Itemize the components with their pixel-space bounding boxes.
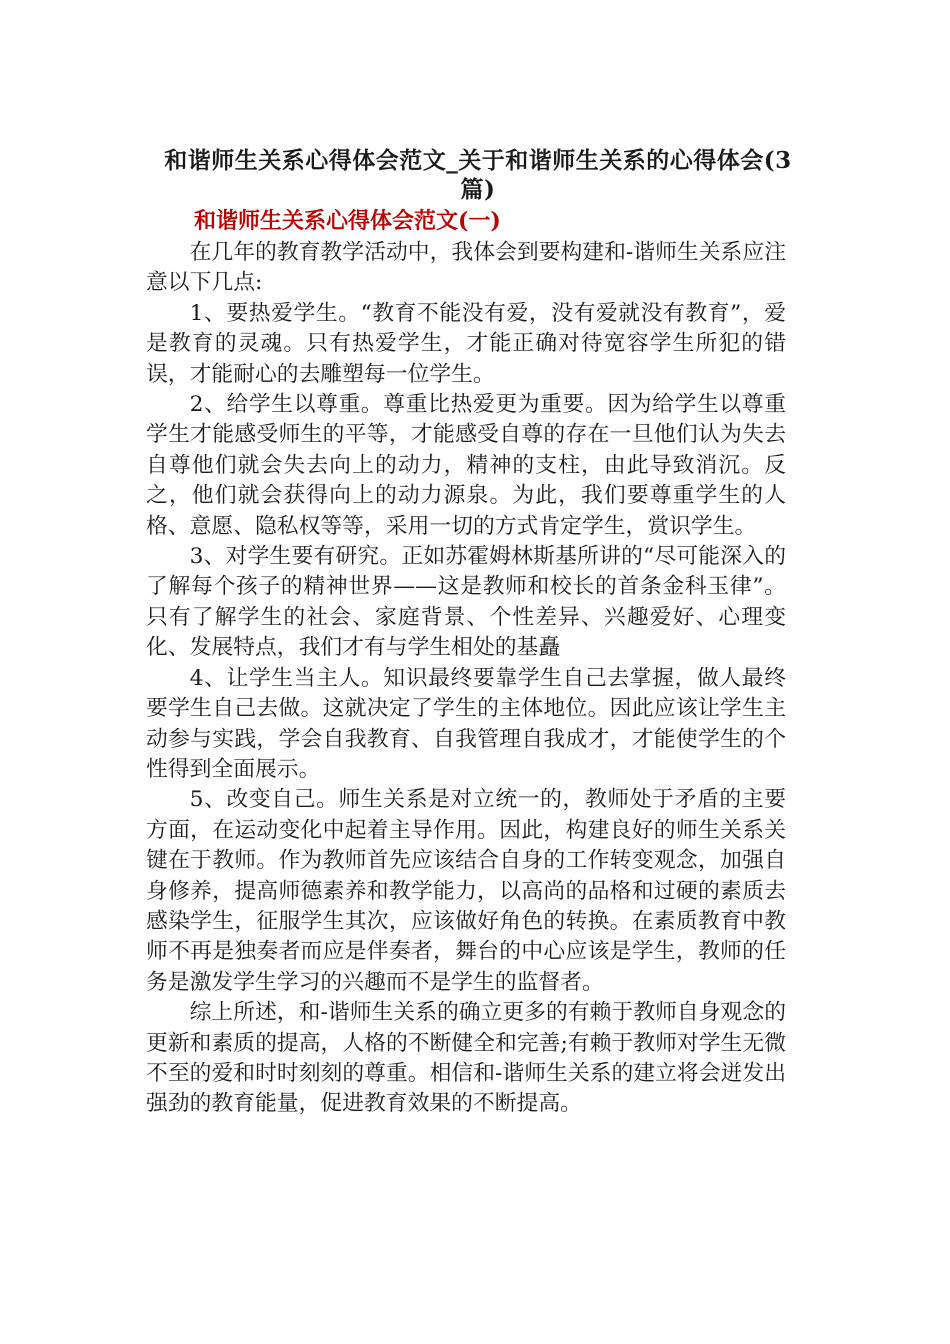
paragraph-point-4: 4、让学生当主人。知识最终要靠学生自己去掌握，做人最终要学生自己去做。这就决定了学生的主体地位。因此应该让学生主动参与实践，学会自我教育、自我管理自我成才，才能使学生的个性得到全面展示。 [146,665,786,782]
document-body [146,238,786,1120]
paragraph-point-3: 3、对学生要有研究。正如苏霍姆林斯基所讲的“尽可能深入的了解每个孩子的精神世界——这是教师和校长的首条金科玉律”。只有了解学生的社会、家庭背景、个性差异、兴趣爱好、心理变化、发展特点，我们才有与学生相处的基矗 [146,544,786,661]
section-heading: 和谐师生关系心得体会范文(一) [194,208,501,234]
paragraph-intro: 在几年的教育教学活动中，我体会到要构建和-谐师生关系应注意以下几点: [146,240,786,296]
paragraph-point-5: 5、改变自己。师生关系是对立统一的，教师处于矛盾的主要方面，在运动变化中起着主导作用。因此，构建良好的师生关系关键在于教师。作为教师首先应该结合自身的工作转变观念，加强自身修养，提高师德素养和教学能力，以高尚的品格和过硬的素质去感染学生，征服学生其次，应该做好角色的转换。在素质教育中教师不再是独奏者而应是伴奏者，舞台的中心应该是学生，教师的任务是激发学生学习的兴趣而不是学生的监督者。 [146,787,786,995]
paragraph-point-2: 2、给学生以尊重。尊重比热爱更为重要。因为给学生以尊重学生才能感受师生的平等，才能感受自尊的存在一旦他们认为失去自尊他们就会失去向上的动力，精神的支柱，由此导致消沉。反之，他们就会获得向上的动力源泉。为此，我们要尊重学生的人格、意愿、隐私权等等，采用一切的方式肯定学生，赏识学生。 [146,392,786,539]
paragraph-conclusion: 综上所述，和-谐师生关系的确立更多的有赖于教师自身观念的更新和素质的提高，人格的不断健全和完善;有赖于教师对学生无微不至的爱和时时刻刻的尊重。相信和-谐师生关系的建立将会迸发出强劲的教育能量，促进教育效果的不断提高。 [146,1000,786,1117]
paragraph-point-1: 1、要热爱学生。“教育不能没有爱，没有爱就没有教育”，爱是教育的灵魂。只有热爱学生，才能正确对待宽容学生所犯的错误，才能耐心的去雕塑每一位学生。 [146,300,786,387]
document-title: 和谐师生关系心得体会范文_关于和谐师生关系的心得体会(3篇) [164,147,792,203]
